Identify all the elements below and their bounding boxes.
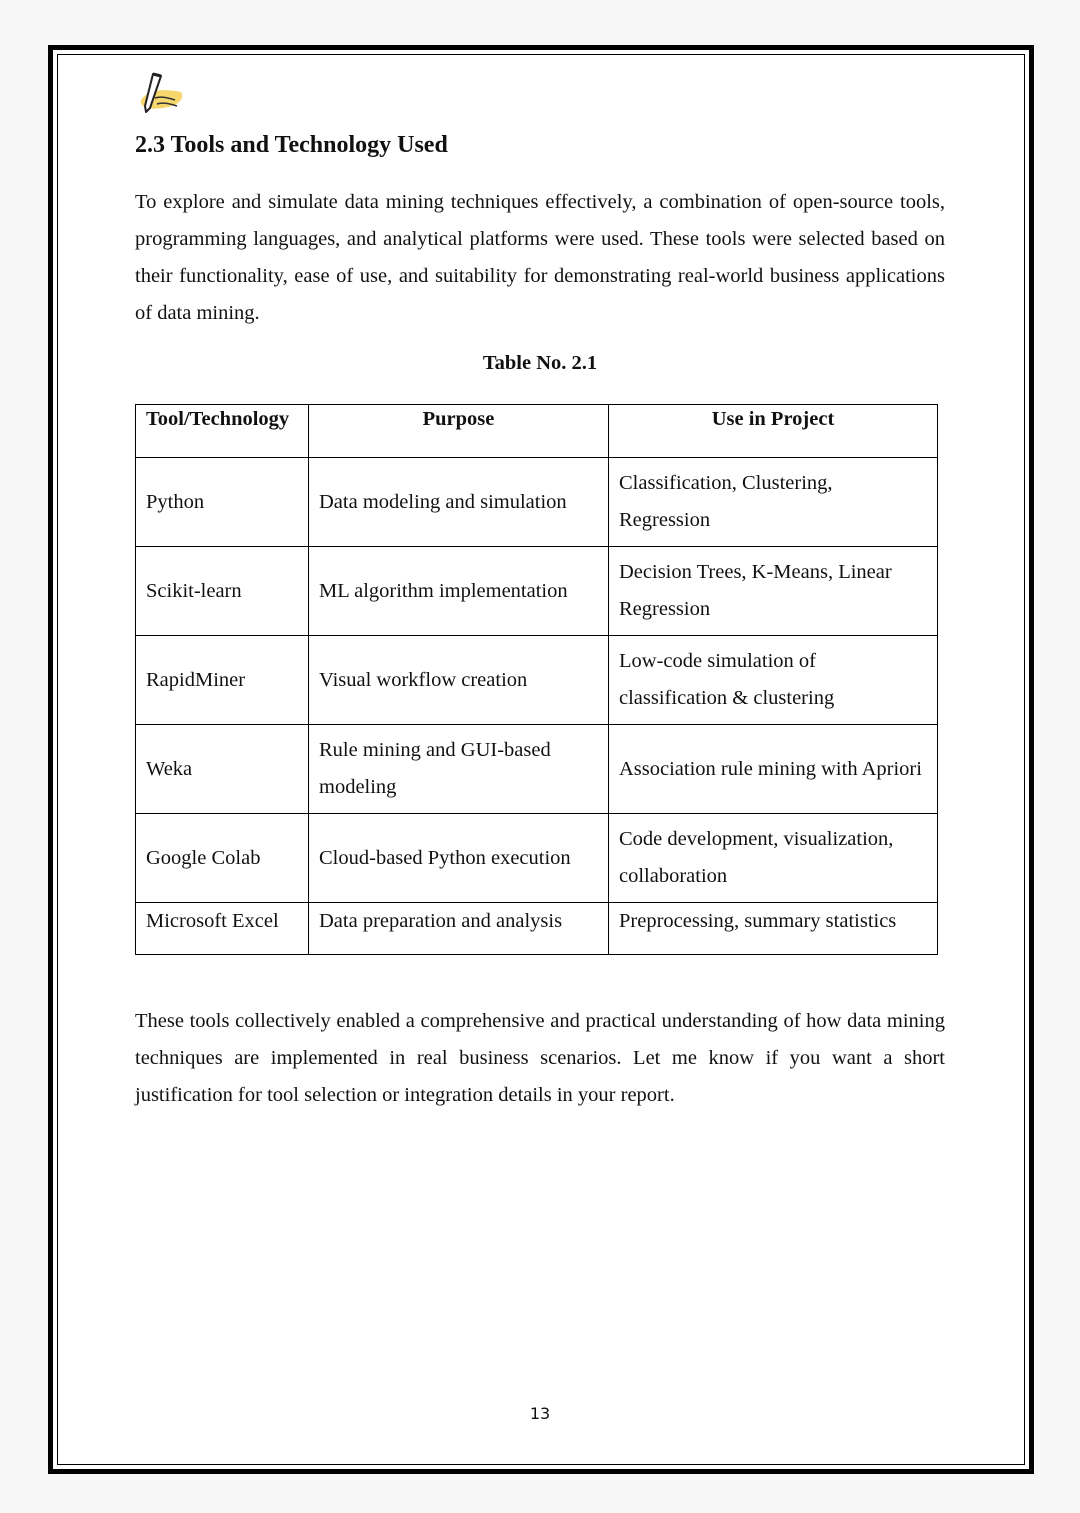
purpose-cell: Visual workflow creation: [309, 636, 609, 725]
page-number: 13: [529, 1404, 551, 1423]
conclusion-paragraph: These tools collectively enabled a comprehensive and practical understanding of how data mining techniques are implemented in real business scenarios. Let me know if you want a short justification for tool selection or integration details in your report.: [135, 1010, 945, 1106]
table-header-row: [136, 405, 938, 458]
pen-writing-icon: [133, 68, 187, 116]
purpose-cell: Cloud-based Python execution: [309, 814, 609, 903]
tools-table: [135, 404, 938, 955]
table-caption: Table No. 2.1: [482, 352, 598, 374]
use-cell: Association rule mining with Apriori: [609, 725, 938, 814]
header-purpose: Purpose: [309, 405, 609, 458]
section-heading: 2.3 Tools and Technology Used: [135, 132, 448, 158]
tool-cell: RapidMiner: [136, 636, 309, 725]
purpose-cell: Data preparation and analysis: [309, 903, 609, 955]
use-cell: Code development, visualization, collaboration: [609, 814, 938, 903]
use-cell: Low-code simulation of classification & clustering: [609, 636, 938, 725]
header-tool: Tool/Technology: [136, 405, 309, 458]
use-cell: Classification, Clustering, Regression: [609, 458, 938, 547]
tool-cell: Scikit-learn: [136, 547, 309, 636]
table-row: [136, 458, 938, 547]
purpose-cell: Data modeling and simulation: [309, 458, 609, 547]
tool-cell: Microsoft Excel: [136, 903, 309, 955]
use-cell: Decision Trees, K-Means, Linear Regression: [609, 547, 938, 636]
table-row: [136, 636, 938, 725]
tool-cell: Python: [136, 458, 309, 547]
purpose-cell: ML algorithm implementation: [309, 547, 609, 636]
intro-paragraph: To explore and simulate data mining techniques effectively, a combination of open-source tools, programming languages, and analytical platforms were used. These tools were selected based on their functionality, ease of use, and suitability for demonstrating real-world business applications of data mining.: [135, 191, 945, 324]
table-row: [136, 903, 938, 955]
use-cell: Preprocessing, summary statistics: [609, 903, 938, 955]
table-row: [136, 814, 938, 903]
table-row: [136, 725, 938, 814]
purpose-cell: Rule mining and GUI-based modeling: [309, 725, 609, 814]
table-row: [136, 547, 938, 636]
header-use: Use in Project: [609, 405, 938, 458]
tool-cell: Weka: [136, 725, 309, 814]
tool-cell: Google Colab: [136, 814, 309, 903]
